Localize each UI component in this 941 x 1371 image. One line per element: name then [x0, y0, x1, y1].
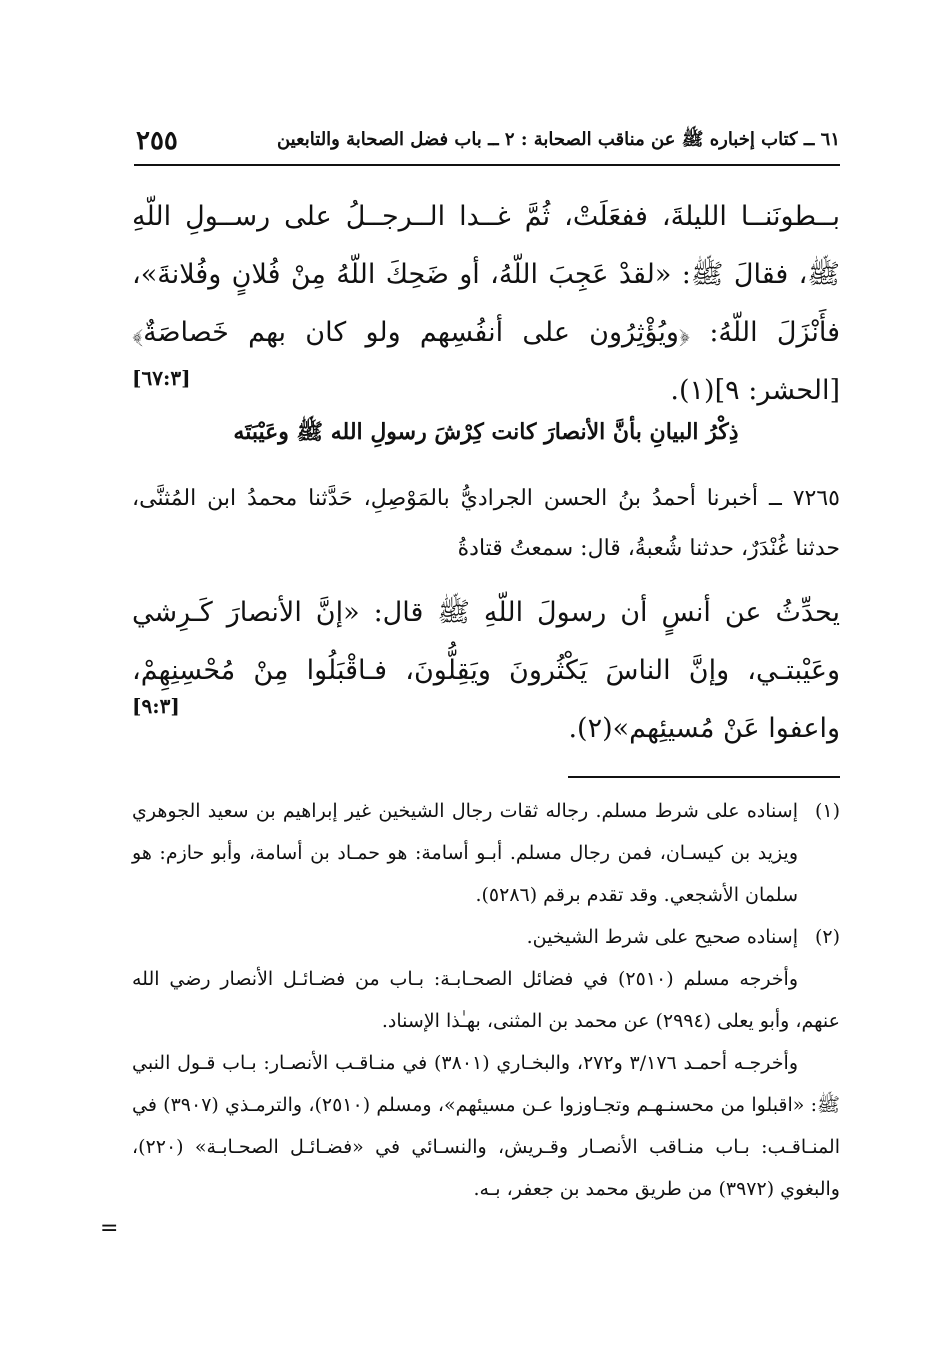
footnote-number: (١): [814, 800, 840, 822]
footnote-2: [132, 916, 840, 958]
footnote-text: إسناده صحيح على شرط الشيخين.: [526, 926, 798, 948]
page-header: [134, 118, 840, 166]
footnote-text: إسناده على شرط مسلم. رجاله ثقات رجال الشيخين غير إبراهيم بن سعيد الجوهري ويزيد بن كيسـان، فمن رجال مسلم. أبـو أسامة: هو حمـاد بن أسامة، وأبو حازم: هو سلمان الأشجعي. وقد تقدم برقم (٥٢٨٦).: [132, 800, 798, 906]
footnote-2-paragraph: وأخرجـه أحمـد ٣/١٧٦ و٢٧٢، والبخـاري (٣٨٠١) في منـاقـب الأنصـار: بـاب قـول النبي ﷺ: «اقبلوا من محسنـهـم وتجـاوزوا عـن مسيئهم»، ومسلم (٢٥١٠)، والترمـذي (٣٩٠٧) في المنـاقـب: بـاب منـاقب الأنصـار وقـريش، والنسـائي في «فضـائـل الصحـابـة» (٢٢٠)، والبغوي (٣٩٧٢) من طريق محمد بن جعفر، بـه.: [132, 1052, 841, 1200]
reference-mark-2: [٩:٣]: [132, 694, 180, 718]
footnotes: [132, 790, 840, 1210]
running-head: ٦١ ــ كتاب إخباره ﷺ عن مناقب الصحابة : ٢ ــ باب فضل الصحابة والتابعين: [276, 129, 840, 150]
section-heading: ذِكْرُ البيانِ بأنَّ الأنصارَ كانت كِرْشَ رسولِ الله ﷺ وعَيْبَتَه: [233, 419, 739, 445]
hadith-continuation-paragraph: بــطونَنــا الليلةَ، ففعَلَتْ، ثُمَّ غــدا الــرجــلُ على رســولِ اللّهِ ﷺ، فقالَ ﷺ: «لقدْ عَجِبَ اللّهُ، أو ضَحِكَ اللّهُ مِنْ فُلانٍ وفُلانةَ»، فأَنْزَلَ اللّهُ: ﴿ويُؤْثِرُون على أنفُسِهم ولو كان بهم خَصاصَةٌ﴾ [الحشر: ٩](١).: [132, 201, 840, 406]
page-number: ٢٥٥: [136, 126, 178, 156]
footnote-number: (٢): [814, 926, 840, 948]
hadith-isnad-paragraph: ٧٢٦٥ ــ أخبرنا أحمدُ بنُ الحسن الجراديُّ بالمَوْصِلِ، حَدَّثنا محمدُ ابن المُثنَّى، حدثنا غُنْدَرٌ، حدثنا شُعبةُ، قال: سمعتُ قتادةُ: [132, 486, 840, 561]
margin-mark: =: [100, 1216, 119, 1241]
footnote-separator: [568, 776, 840, 778]
footnote-2-paragraph: وأخرجه مسلم (٢٥١٠) في فضائل الصحـابـة: بـاب من فضـائـل الأنصار رضي الله عنهم، وأبو يعلى (٢٩٩٤) عن محمد بن المثنى، بهـٰذا الإسناد.: [132, 968, 840, 1032]
footnote-1: [132, 790, 840, 916]
reference-mark-1: [٦٧:٣]: [132, 366, 191, 390]
hadith-matn-paragraph: يحدِّثُ عن أنسٍ أن رسولَ اللّهِ ﷺ قال: «إنَّ الأنصارَ كَـرِشي وعَيْبتـي، وإنَّ الناسَ يَكْثُرونَ ويَقِلُّونَ، فـاقْبَلُوا مِنْ مُحْسِنِهِمْ، واعفوا عَنْ مُسيئِهم»(٢).: [132, 597, 840, 744]
header-rule: [134, 164, 840, 166]
